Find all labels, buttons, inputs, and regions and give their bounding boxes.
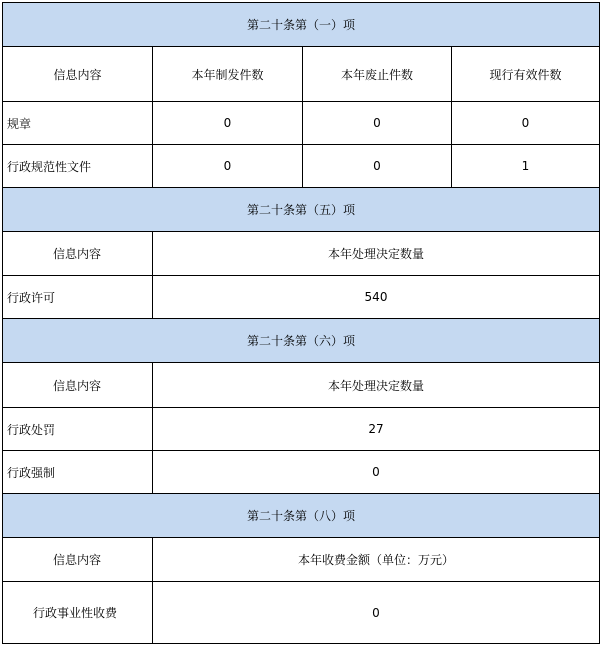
cell-value: 0 [302,101,452,145]
cell-value: 0 [152,144,303,188]
section-title: 第二十条第（一）项 [2,2,600,47]
section-title: 第二十条第（八）项 [2,493,600,538]
column-header-valid: 现行有效件数 [451,46,600,102]
column-header-decisions: 本年处理决定数量 [152,231,600,276]
column-header-content: 信息内容 [2,362,153,408]
row-label-administrative-penalty: 行政处罚 [2,407,153,451]
column-header-repealed: 本年废止件数 [302,46,452,102]
row-label-normative-documents: 行政规范性文件 [2,144,153,188]
column-header-content: 信息内容 [2,537,153,582]
column-header-fee-amount: 本年收费金额（单位：万元） [152,537,600,582]
column-header-issued: 本年制发件数 [152,46,303,102]
cell-value: 0 [302,144,452,188]
cell-value: 0 [152,581,600,644]
column-header-content: 信息内容 [2,46,153,102]
cell-value: 540 [152,275,600,319]
row-label-administrative-license: 行政许可 [2,275,153,319]
row-label-administrative-fees: 行政事业性收费 [2,581,153,644]
cell-value: 0 [451,101,600,145]
section-title: 第二十条第（六）项 [2,318,600,363]
section-title: 第二十条第（五）项 [2,187,600,232]
disclosure-table [2,2,600,644]
cell-value: 0 [152,101,303,145]
column-header-content: 信息内容 [2,231,153,276]
cell-value: 1 [451,144,600,188]
cell-value: 27 [152,407,600,451]
column-header-decisions: 本年处理决定数量 [152,362,600,408]
cell-value: 0 [152,450,600,494]
row-label-regulations: 规章 [2,101,153,145]
row-label-administrative-enforcement: 行政强制 [2,450,153,494]
